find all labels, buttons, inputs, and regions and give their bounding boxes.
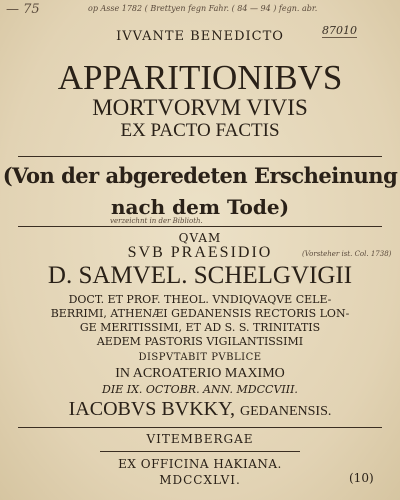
- handwritten-note-corner: — 75: [6, 2, 40, 17]
- praeses-desc-3: GE MERITISSIMI, ET AD S. S. TRINITATIS: [79, 321, 321, 334]
- heading-ex-pacto: EX PACTO FACTIS: [120, 120, 280, 141]
- handwritten-catalog-number: 87010: [322, 24, 357, 37]
- handwritten-note-under-title: verzeichnt in der Biblioth.: [110, 217, 203, 225]
- handwritten-note-top: op Asse 1782 ( Brettyen fegn Fahr. ( 84 — 94 ) fegn. abr.: [88, 4, 318, 13]
- praeses-desc-1: DOCT. ET PROF. THEOL. VNDIQVAQVE CELE-: [68, 293, 332, 306]
- date-line: DIE IX. OCTOBR. ANN. MDCCVIII.: [102, 383, 298, 396]
- divider-rule-4: [100, 451, 300, 452]
- disputabit-line: DISPVTABIT PVBLICE: [138, 352, 262, 363]
- imprint-press: EX OFFICINA HAKIANA.: [118, 457, 282, 471]
- imprint-city: VITEMBERGAE: [146, 432, 254, 446]
- german-title-line2: nach dem Tode): [110, 195, 290, 219]
- handwritten-note-side: (Vorsteher ist. Col. 1738): [302, 250, 392, 258]
- sub-praesidio: SVB PRAESIDIO: [127, 244, 273, 261]
- respondent-name: IACOBVS BVKKY,: [68, 398, 235, 420]
- quam-label: QVAM: [178, 231, 222, 245]
- german-title-line1: (Von der abgeredeten Erscheinung: [2, 163, 398, 188]
- heading-apparitionibus: APPARITIONIBVS: [57, 58, 343, 97]
- acroaterio-line: IN ACROATERIO MAXIMO: [115, 366, 285, 381]
- imprint-year: MDCCXLVI.: [159, 473, 241, 487]
- divider-rule-3: [18, 427, 382, 428]
- praeses-desc-2: BERRIMI, ATHENÆI GEDANENSIS RECTORIS LON-: [50, 307, 350, 320]
- divider-rule: [18, 156, 382, 157]
- praeses-desc-4: AEDEM PASTORIS VIGILANTISSIMI: [96, 335, 304, 348]
- respondent-line: [0, 398, 400, 421]
- praeses-name: D. SAMVEL. SCHELGVIGII: [47, 262, 353, 289]
- heading-iuvante: IVVANTE BENEDICTO: [116, 29, 284, 44]
- divider-rule-2: [18, 226, 382, 227]
- respondent-origin: GEDANENSIS.: [239, 404, 332, 419]
- page-number: (10): [349, 471, 374, 485]
- heading-mortuorum: MORTVORVM VIVIS: [92, 95, 308, 120]
